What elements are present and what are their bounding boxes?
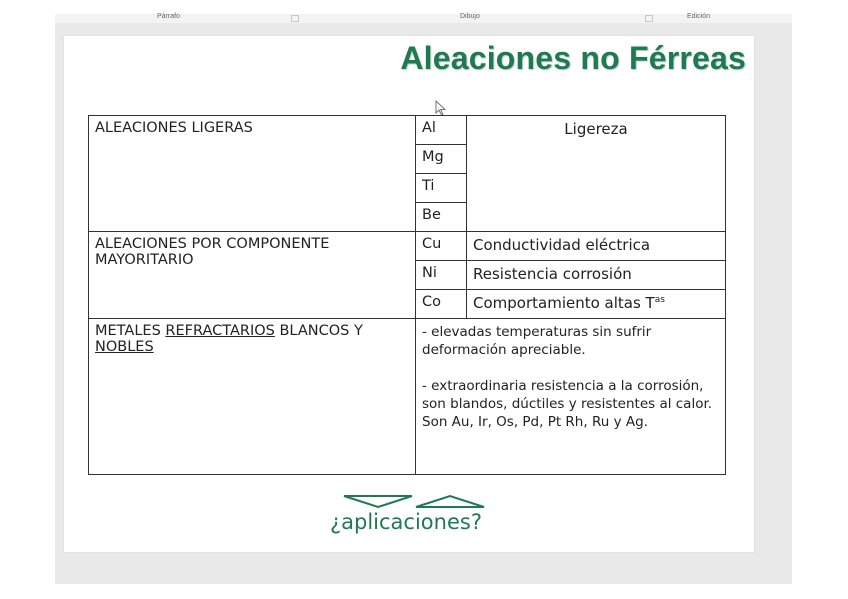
property-cell: [467, 290, 726, 319]
category-refractory-white-noble: [89, 319, 416, 475]
symbol-cell: Al: [416, 116, 467, 145]
symbol-cell: Ti: [416, 174, 467, 203]
slide-canvas[interactable]: [64, 36, 754, 552]
description-line-1: - elevadas temperaturas sin sufrir deformación apreciable.: [422, 324, 652, 358]
ribbon-group-drawing[interactable]: Dibujo: [460, 13, 480, 20]
category-underlined-text: NOBLES: [95, 339, 154, 355]
property-text: Comportamiento altas T: [473, 294, 655, 312]
category-underlined-text: REFRACTARIOS: [165, 323, 275, 339]
description-cell: [416, 319, 726, 475]
property-cell: Resistencia corrosión: [467, 261, 726, 290]
property-cell: Conductividad eléctrica: [467, 232, 726, 261]
applications-question-text[interactable]: ¿aplicaciones?: [330, 510, 482, 534]
dialog-launcher-icon[interactable]: [291, 15, 299, 22]
category-main-component-alloys: ALEACIONES POR COMPONENTE MAYORITARIO: [89, 232, 416, 319]
symbol-cell: Be: [416, 203, 467, 232]
symbol-cell: Mg: [416, 145, 467, 174]
superscript-text: as: [654, 295, 665, 305]
slide-title[interactable]: Aleaciones no Férreas: [400, 40, 746, 76]
property-lightness: Ligereza: [467, 116, 726, 232]
category-text: BLANCOS Y: [274, 323, 363, 339]
category-light-alloys: ALEACIONES LIGERAS: [89, 116, 416, 232]
symbol-cell: Ni: [416, 261, 467, 290]
category-text: METALES: [95, 323, 166, 339]
symbol-cell: Cu: [416, 232, 467, 261]
alloys-table[interactable]: [88, 115, 726, 475]
symbol-cell: Co: [416, 290, 467, 319]
mouse-cursor-icon: [435, 100, 447, 116]
description-line-2: - extraordinaria resistencia a la corrosión, son blandos, dúctiles y resistentes al calor. Son Au, Ir, Os, Pd, Pt Rh, Ru y Ag.: [422, 378, 713, 430]
ribbon-group-editing[interactable]: Edición: [687, 13, 710, 20]
ribbon-group-paragraph[interactable]: Párrafo: [157, 13, 180, 20]
triangle-arrows-icon: [342, 494, 492, 510]
dialog-launcher-icon[interactable]: [645, 15, 653, 22]
